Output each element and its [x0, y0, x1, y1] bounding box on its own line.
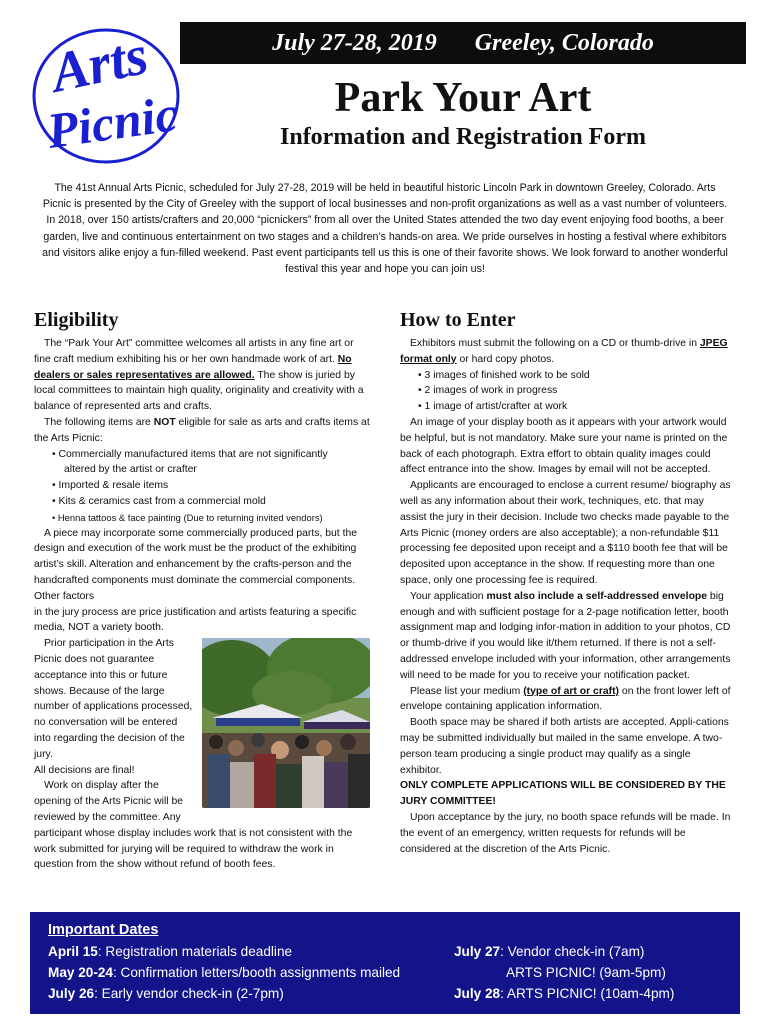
- date-row: [48, 962, 454, 983]
- list-item: altered by the artist or crafter: [64, 464, 197, 476]
- event-dates: July 27-28, 2019: [272, 29, 437, 56]
- text: or hard copy photos.: [456, 353, 555, 365]
- eligibility-p2: [34, 415, 370, 447]
- complete-applications-warning: ONLY COMPLETE APPLICATIONS WILL BE CONSIDERED BY THE JURY COMMITTEE!: [400, 780, 726, 808]
- intro-paragraph: The 41st Annual Arts Picnic, scheduled for July 27-28, 2019 will be held in beautiful historic Lincoln Park in downtown Greeley, Colorado. Arts Picnic is presented by the City of Greeley with the support of local businesses and non-profit organizations as well as a vast number of volunteers. In 2018, over 150 artists/crafters and 20,000 “picnickers” from all over the United States attended the two day event enjoying food booths, a beer garden, live and continuous entertainment on two stages and a children’s hands-on area. We pride ourselves in hosting a festival where exhibitors and visitors alike enjoy a fun-filled weekend. Past event participants tell us this is one of their favorite shows. We look forward to another wonderful festival this year and hope you can join us!: [42, 182, 728, 276]
- date-text: : Confirmation letters/booth assignments mailed: [113, 965, 401, 980]
- event-date-banner: [180, 22, 746, 64]
- text: The following items are: [44, 416, 154, 428]
- date-row: [454, 941, 722, 962]
- medium-note: (type of art or craft): [523, 685, 620, 697]
- list-item: • 2 images of work in progress: [418, 385, 558, 397]
- jpeg-only-note: JPEG format only: [400, 338, 728, 365]
- important-dates-heading: Important Dates: [48, 922, 159, 938]
- date-row: [48, 983, 454, 1004]
- list-item: • 1 image of artist/crafter at work: [418, 401, 568, 413]
- text: Exhibitors must submit the following on a CD or thumb-drive in: [410, 338, 700, 349]
- date-row: [48, 941, 454, 962]
- date-text: : Vendor check-in (7am): [500, 944, 645, 959]
- date-text: ARTS PICNIC! (9am-5pm): [506, 965, 666, 980]
- how-to-enter-p8: Upon acceptance by the jury, no booth space refunds will be made. In the event of an emergency, written requests for refunds will be considered at the discretion of the Arts Picnic.: [400, 811, 731, 855]
- date-label: July 26: [48, 986, 95, 1001]
- how-to-enter-p1: [400, 336, 732, 368]
- eligibility-p1: [34, 336, 370, 415]
- no-dealers-note: No dealers or sales representatives are allowed.: [34, 353, 352, 381]
- date-label: July 27: [454, 944, 501, 959]
- event-location: Greeley, Colorado: [474, 29, 654, 56]
- arts-picnic-logo: [22, 10, 192, 180]
- envelope-note: must also include a self-addressed envelope: [486, 590, 708, 602]
- svg-text:Arts: Arts: [45, 24, 154, 105]
- eligibility-p6: All decisions are final!: [34, 764, 135, 776]
- how-to-enter-section: [400, 306, 732, 857]
- eligibility-p3: A piece may incorporate some commercially produced parts, but the design and execution of the work must be the product of the exhibiting artist’s skill. Alteration and enhancement by the crafts-person and the handcrafted components must dominate the commercial components. Other factors: [34, 527, 358, 602]
- date-label: April 15: [48, 944, 98, 959]
- date-row: [454, 983, 722, 1004]
- list-item: • 3 images of finished work to be sold: [418, 369, 590, 381]
- date-text: : Registration materials deadline: [97, 944, 293, 959]
- list-item: • Henna tattoos & face painting (Due to returning invited vendors): [52, 511, 323, 523]
- text: eligible for sale as arts and crafts items at the Arts Picnic:: [34, 416, 370, 444]
- page-title: Park Your Art: [334, 75, 592, 121]
- page-subtitle: Information and Registration Form: [280, 124, 646, 150]
- list-item: • Commercially manufactured items that are not significantly: [52, 448, 328, 460]
- list-item: • Imported & resale items: [52, 480, 169, 492]
- date-label: May 20-24: [48, 965, 113, 980]
- list-item: • Kits & ceramics cast from a commercial mold: [52, 495, 266, 507]
- eligibility-heading: Eligibility: [34, 309, 119, 331]
- how-to-enter-p3: Applicants are encouraged to enclose a current resume/ biography as well as any information about their work, techniques, etc. that may assist the jury in their decision. Include two checks made payable to the Arts Picnic (money orders are also acceptable); a non-refundable $11 processing fee deposited upon receipt and a $110 booth fee that will be deposited upon acceptance in the show. If requesting more than one space, only one processing fee is required.: [400, 480, 731, 586]
- text: Please list your medium: [410, 685, 524, 697]
- eligibility-p4: in the jury process are price justification and artists featuring a specific media, NOT a variety booth.: [34, 606, 357, 634]
- text: on the front lower left of envelope containing application information.: [400, 685, 731, 713]
- text: Your application: [410, 590, 487, 602]
- how-to-enter-p2: An image of your display booth as it appears with your artwork would be helpful, but is not mandatory. Make sure your name is printed on the back of each photograph. Extra effort to obtain quality images could affect entrance into the show. Images by email will not be accepted.: [400, 416, 728, 476]
- text: The show is juried by local committees to maintain high quality, originality and creativity with a balance of represented arts and crafts.: [34, 369, 364, 413]
- important-dates-left: [48, 941, 454, 1004]
- festival-crowd-photo: [202, 638, 370, 808]
- how-to-enter-p6: Booth space may be shared if both artists are accepted. Appli-cations may be submitted individually but mailed in the same envelope. A two-person team producing a single product may qualify as a single exhibitor.: [400, 717, 729, 776]
- eligibility-p7: Work on display after the opening of the Arts Picnic will be reviewed by the committee. Any participant whose display includes work that is not consistent with the work submitted for jurying will be required to withdraw the work in question from the show without refund of booth fees.: [34, 780, 353, 871]
- how-to-enter-p5: [400, 684, 732, 716]
- eligibility-p5: Prior participation in the Arts Picnic does not guarantee acceptance into this or future shows. Because of the large number of applications processed, no conversation will be entered into regarding the decision of the jury.: [34, 638, 193, 760]
- text: The “Park Your Art” committee welcomes all artists in any fine art or fine craft medium exhibiting his or her own handmade work of art.: [34, 338, 354, 365]
- not-emphasis: NOT: [153, 416, 176, 428]
- svg-text:Picnic: Picnic: [43, 85, 181, 159]
- text: big enough and with sufficient postage for a 2-page notification letter, booth assignment map and lodging infor-mation in addition to your photos, CD or thumb-drive if you would like it/them returned. If there is not a self-addressed envelope included with your information, other arrangements will need to be made for you to receive your notification packet.: [400, 590, 731, 681]
- date-text: : Early vendor check-in (2-7pm): [94, 986, 284, 1001]
- how-to-enter-p4: [400, 589, 732, 684]
- how-to-enter-heading: How to Enter: [400, 309, 516, 331]
- date-row: [454, 962, 722, 983]
- important-dates-box: [30, 912, 740, 1014]
- date-text: : ARTS PICNIC! (10am-4pm): [500, 986, 675, 1001]
- eligibility-section: [34, 306, 370, 873]
- date-label: July 28: [454, 986, 501, 1001]
- important-dates-right: [454, 941, 722, 1004]
